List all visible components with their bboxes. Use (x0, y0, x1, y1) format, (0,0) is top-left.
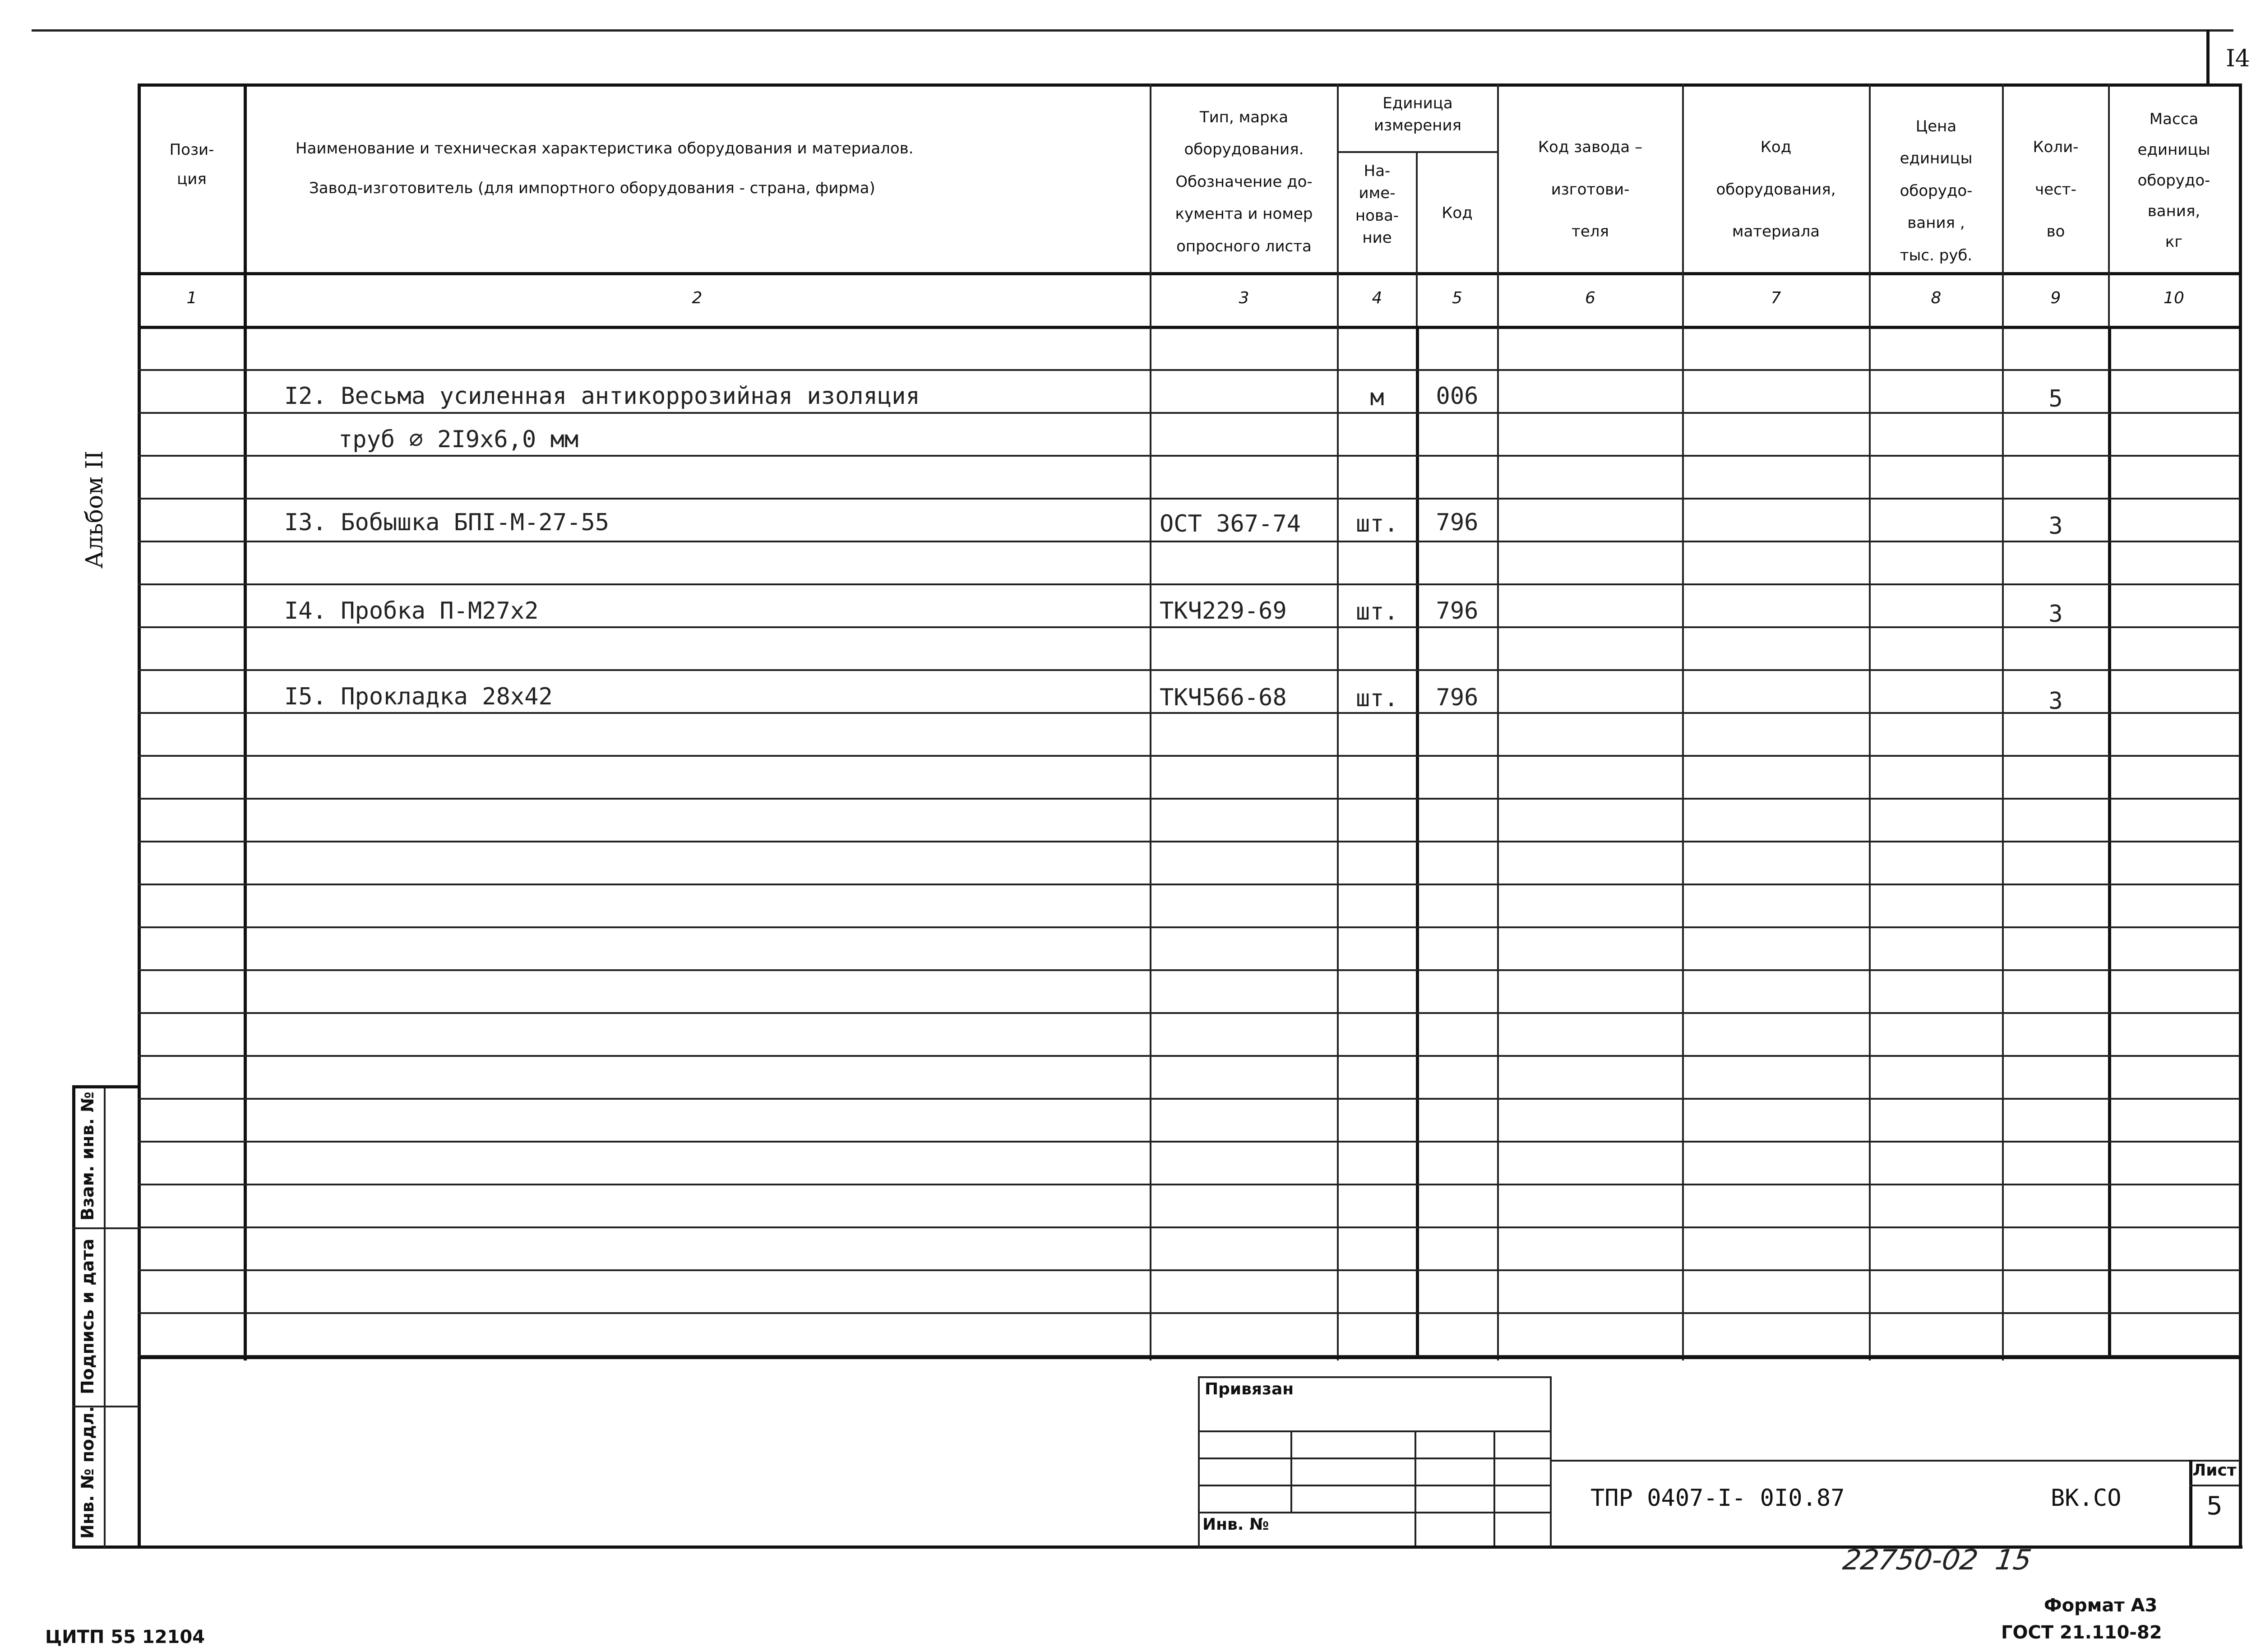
corner-sheet-number: I4 (2226, 45, 2250, 72)
table-row-line (138, 1226, 2240, 1228)
document-mark: ВК.СО (2051, 1485, 2122, 1512)
numbers-bottom-line (138, 326, 2240, 329)
sheet-number: 5 (2206, 1491, 2223, 1521)
colnum-10: 10 (2164, 289, 2184, 307)
table-row-line (138, 1312, 2240, 1314)
row-i2-name: I2. Весьма усиленная антикоррозийная изоляция (284, 383, 920, 410)
table-row-line (138, 755, 2240, 757)
table-row-line (138, 1141, 2240, 1143)
header-col7: Код оборудования, материала (1716, 138, 1836, 241)
colnum-4: 4 (1372, 289, 1382, 307)
frame-right (2239, 83, 2242, 1548)
sheet-box-mid (2189, 1485, 2239, 1486)
colnum-5: 5 (1452, 289, 1462, 307)
row-i4-designation: ТКЧ229-69 (1160, 597, 1287, 625)
table-row-line (138, 969, 2240, 971)
col-line-8 (2002, 83, 2004, 1360)
col-line-1 (244, 83, 247, 1360)
code-row-top (1550, 1460, 2240, 1462)
col-line-2 (1150, 83, 1151, 1360)
table-row-line (138, 1012, 2240, 1014)
row-i5-name: I5. Прокладка 28х42 (284, 683, 553, 710)
row-i4-code: 796 (1436, 597, 1479, 625)
header-col5: Код (1442, 204, 1473, 222)
privyazan-left (1198, 1376, 1200, 1548)
table-row-line (138, 498, 2240, 500)
table-row-line (138, 583, 2240, 585)
header-col4: На- име- нова- ние (1355, 162, 1399, 247)
row-i5-unit: шт. (1356, 685, 1398, 712)
header-bottom-line (138, 272, 2240, 275)
frame-top (138, 83, 2240, 87)
table-row-line (138, 412, 2240, 414)
row-i2-code: 006 (1436, 383, 1479, 410)
table-row-line (138, 798, 2240, 800)
header-col3: Тип, марка оборудования. Обозначение до- кумента и номер опросного листа (1175, 108, 1313, 255)
row-i3-name: I3. Бобышка БПI-М-27-55 (284, 509, 610, 536)
title-block-top (138, 1356, 2240, 1359)
row-i3-designation: ОСТ 367-74 (1160, 510, 1301, 537)
stamp-label-inv: Инв. № подл. (78, 1406, 97, 1539)
stamp-label-podpis: Подпись и дата (78, 1238, 97, 1394)
document-code: ТПР 0407-I- 0I0.87 (1590, 1485, 1845, 1512)
colnum-2: 2 (692, 289, 703, 307)
gost-label: ГОСТ 21.110-82 (2001, 1622, 2162, 1643)
bottom-left-label: ЦИТП 55 12104 (45, 1627, 205, 1647)
header-col6: Код завода – изготови- теля (1538, 138, 1643, 241)
header-col8: Цена единицы оборудо- вания , тыс. руб. (1900, 117, 1973, 264)
header-col1: Пози- ция (169, 141, 214, 188)
row-i5-qty: 3 (2048, 688, 2063, 715)
table-row-line (138, 926, 2240, 928)
privyazan-label: Привязан (1205, 1380, 1294, 1398)
row-i2-qty: 5 (2048, 385, 2063, 412)
header-col9: Коли- чест- во (2033, 138, 2079, 241)
privyazan-line-3 (1198, 1485, 1550, 1486)
table-row-line (138, 1269, 2240, 1271)
privyazan-top (1198, 1376, 1550, 1378)
colnum-3: 3 (1239, 289, 1249, 307)
privyazan-line-1 (1198, 1430, 1550, 1432)
table-row-line (138, 712, 2240, 714)
stamp-sep-1 (72, 1227, 140, 1229)
header-col2: Наименование и техническая характеристика оборудования и материалов. Завод-изготовитель (для импортного оборудования - страна, фирма) (296, 139, 914, 198)
header-col10: Масса единицы оборудо- вания, кг (2137, 110, 2210, 251)
row-i3-unit: шт. (1356, 510, 1398, 537)
inv-no-label: Инв. № (1202, 1515, 1269, 1534)
row-i4-name: I4. Пробка П-М27х2 (284, 597, 539, 625)
table-row-line (138, 884, 2240, 885)
row-i3-qty: 3 (2048, 513, 2063, 540)
table-row-line (138, 841, 2240, 842)
col-line-9-header (2108, 83, 2110, 327)
row-i2-continuation: труб ∅ 2I9х6,0 мм (338, 426, 579, 453)
colnum-6: 6 (1585, 289, 1595, 307)
privyazan-right (1550, 1376, 1552, 1548)
stamp-label-vzam: Взам. инв. № (78, 1092, 97, 1221)
table-row-line (138, 669, 2240, 671)
sheet-label: Лист (2192, 1461, 2237, 1480)
col-line-6 (1682, 83, 1684, 1360)
colnum-8: 8 (1931, 289, 1942, 307)
row-i4-unit: шт. (1356, 598, 1398, 625)
col-line-9 (2108, 326, 2111, 1359)
table-row-line (138, 626, 2240, 628)
col-line-3 (1337, 83, 1339, 1360)
privyazan-col-2 (1415, 1430, 1416, 1546)
format-label: Формат А3 (2044, 1595, 2158, 1616)
privyazan-line-2 (1198, 1458, 1550, 1459)
stamp-top (72, 1085, 140, 1088)
colnum-7: 7 (1771, 289, 1781, 307)
album-label: Альбом II (81, 450, 108, 569)
privyazan-col-1 (1290, 1430, 1292, 1512)
table-row-line (138, 1098, 2240, 1100)
privyazan-line-4 (1198, 1512, 1550, 1513)
row-i5-code: 796 (1436, 684, 1479, 711)
table-row-line (138, 1184, 2240, 1185)
stamp-mid (104, 1085, 106, 1548)
row-i2-unit: м (1370, 384, 1384, 411)
handwritten-note: 22750-02 15 (1840, 1543, 2034, 1576)
table-row-line (138, 1055, 2240, 1057)
top-trim-line (32, 29, 2233, 32)
row-i4-qty: 3 (2048, 601, 2063, 628)
stamp-left (72, 1085, 75, 1548)
header-unit-group: Единица измерения (1373, 94, 1462, 135)
table-row-line (138, 455, 2240, 457)
privyazan-col-3 (1493, 1430, 1495, 1546)
table-row-line (138, 369, 2240, 371)
row-i5-designation: ТКЧ566-68 (1160, 684, 1287, 711)
col-line-7 (1869, 83, 1871, 1360)
row-i3-code: 796 (1436, 509, 1479, 536)
col-line-5 (1497, 83, 1499, 1360)
colnum-1: 1 (186, 289, 197, 307)
colnum-9: 9 (2050, 289, 2061, 307)
col-line-4-body (1416, 326, 1419, 1359)
table-row-line (138, 541, 2240, 542)
